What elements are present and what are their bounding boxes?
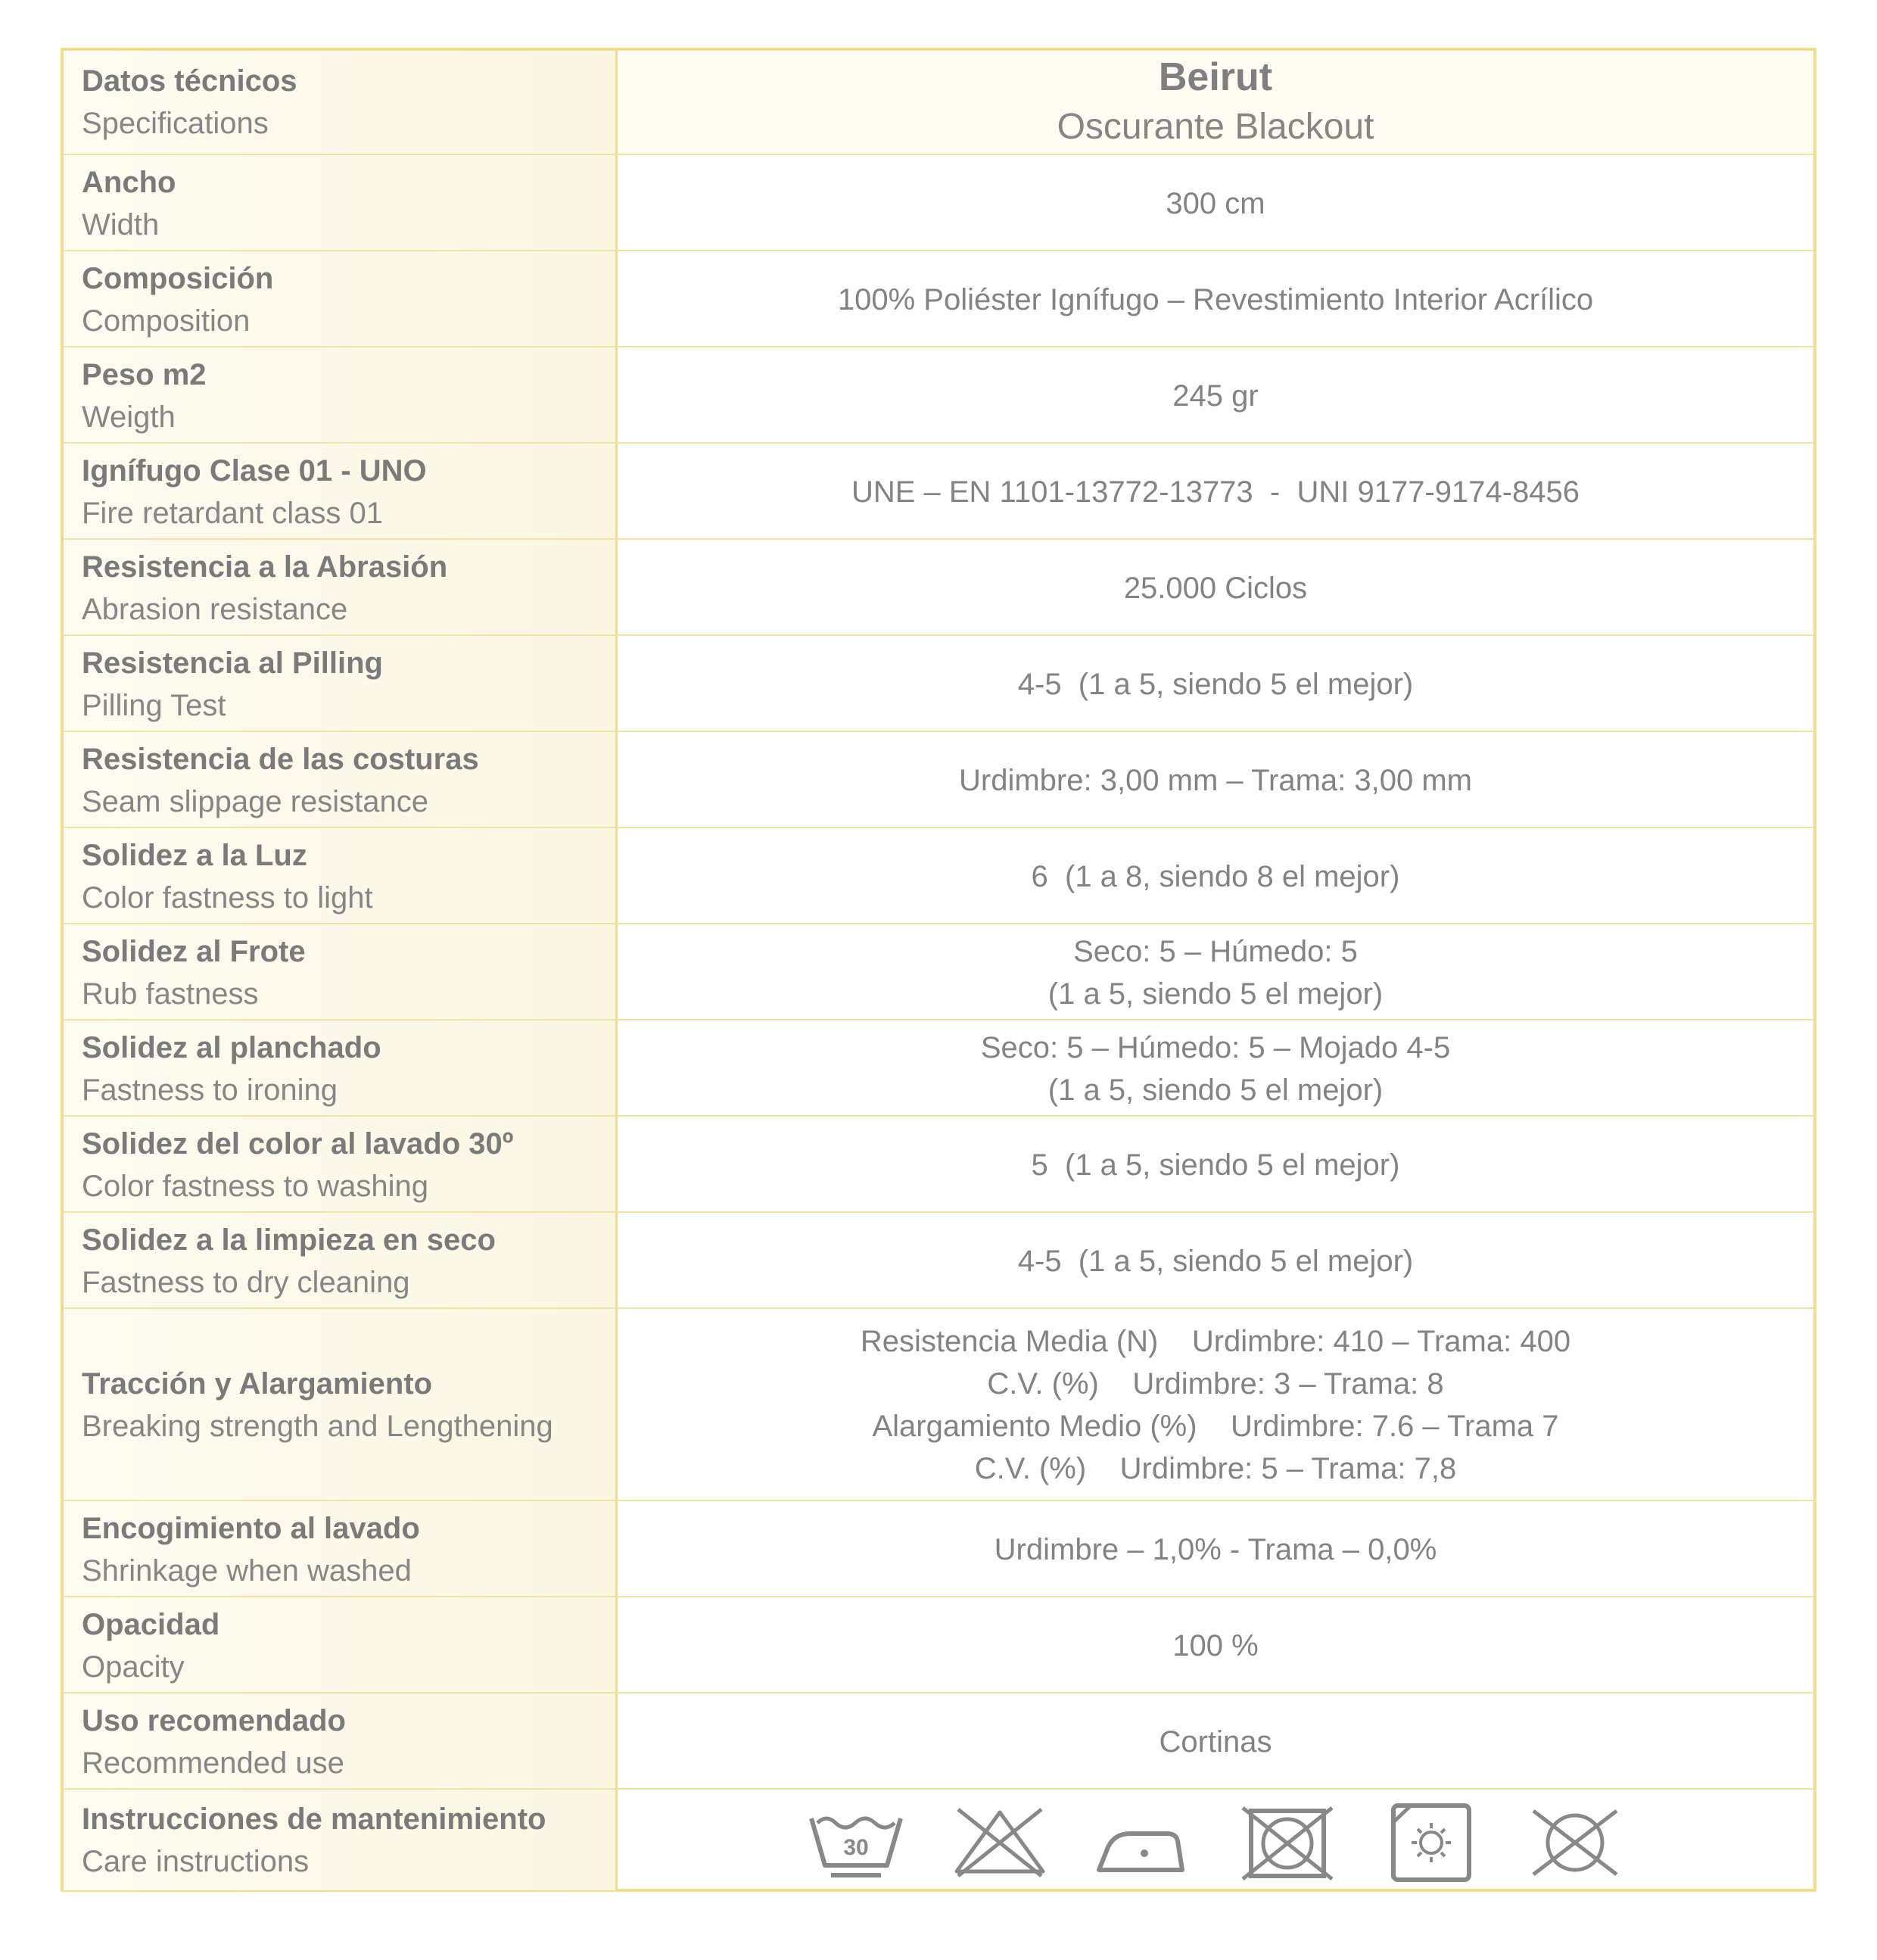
row-value: 245 gr	[1172, 379, 1259, 413]
table-row	[64, 1692, 1813, 1790]
row-label-es: Solidez al Frote	[82, 934, 306, 968]
row-value: Seco: 5 – Húmedo: 5 – Mojado 4-5	[980, 1030, 1451, 1064]
row-label-en: Fastness to dry cleaning	[82, 1265, 410, 1299]
row-label-es: Uso recomendado	[82, 1703, 346, 1737]
table-row	[64, 1019, 1813, 1117]
row-value: 25.000 Ciclos	[1123, 571, 1308, 605]
row-label-es: Ancho	[82, 165, 176, 199]
row-label-es: Resistencia a la Abrasión	[82, 550, 448, 584]
wash-30-icon	[807, 1805, 905, 1881]
iron-low-icon	[1094, 1805, 1193, 1881]
table-row	[64, 346, 1813, 444]
row-value-line-2: C.V. (%) Urdimbre: 3 – Trama: 8	[987, 1367, 1444, 1401]
row-label-es: Resistencia al Pilling	[82, 646, 383, 680]
row-value: 4-5 (1 a 5, siendo 5 el mejor)	[1017, 1244, 1414, 1278]
row-value: Urdimbre – 1,0% - Trama – 0,0%	[994, 1532, 1437, 1566]
row-label-es: Opacidad	[82, 1607, 220, 1641]
row-value: Urdimbre: 3,00 mm – Trama: 3,00 mm	[959, 763, 1472, 797]
row-label-es: Peso m2	[82, 357, 207, 391]
row-label-es: Ignífugo Clase 01 - UNO	[82, 453, 427, 488]
row-label-en: Rub fastness	[82, 977, 259, 1011]
row-label-es: Solidez al planchado	[82, 1030, 381, 1064]
row-label-es: Composición	[82, 261, 274, 295]
table-row	[64, 731, 1813, 828]
row-value: UNE – EN 1101-13772-13773 - UNI 9177-9174-8456	[851, 475, 1580, 509]
table-row	[64, 154, 1813, 251]
row-value: Seco: 5 – Húmedo: 5	[1073, 934, 1358, 968]
table-row	[64, 634, 1813, 732]
row-value-line-2: (1 a 5, siendo 5 el mejor)	[1047, 1073, 1384, 1107]
row-label-en: Seam slippage resistance	[82, 784, 429, 818]
row-value: 5 (1 a 5, siendo 5 el mejor)	[1031, 1148, 1400, 1182]
row-label-en: Weigth	[82, 400, 176, 434]
row-value: 6 (1 a 8, siendo 8 el mejor)	[1031, 859, 1400, 893]
care-label-en: Care instructions	[82, 1844, 310, 1878]
product-name: Beirut	[1158, 55, 1273, 99]
row-label-en: Color fastness to light	[82, 880, 373, 915]
row-label-en: Composition	[82, 304, 251, 338]
table-row	[64, 1211, 1813, 1309]
product-type: Oscurante Blackout	[1057, 107, 1374, 147]
row-label-en: Abrasion resistance	[82, 592, 348, 626]
row-value: Cortinas	[1159, 1725, 1272, 1759]
row-label-en: Recommended use	[82, 1746, 344, 1780]
care-label-es: Instrucciones de mantenimiento	[82, 1802, 546, 1836]
table-row	[64, 250, 1813, 347]
row-value: 100 %	[1172, 1628, 1259, 1662]
table-row	[64, 1500, 1813, 1597]
row-value-line-4: C.V. (%) Urdimbre: 5 – Trama: 7,8	[974, 1452, 1457, 1485]
row-label-en: Breaking strength and Lengthening	[82, 1410, 553, 1443]
care-icons	[618, 1790, 1813, 1890]
table-row	[64, 923, 1813, 1021]
no-bleach-icon	[951, 1805, 1049, 1881]
row-label-es: Solidez del color al lavado 30º	[82, 1126, 514, 1161]
no-dry-clean-icon	[1526, 1805, 1624, 1881]
header-label-es: Datos técnicos	[82, 64, 297, 98]
shade-dry-icon	[1382, 1801, 1480, 1884]
header-label	[64, 51, 618, 154]
row-value-line-3: Alargamiento Medio (%) Urdimbre: 7.6 – Trama 7	[872, 1410, 1559, 1443]
table-row	[64, 1115, 1813, 1213]
row-label-es: Resistencia de las costuras	[82, 742, 479, 776]
care-row	[64, 1788, 1813, 1890]
table-header	[64, 51, 1813, 154]
row-value-line-2: (1 a 5, siendo 5 el mejor)	[1047, 977, 1384, 1011]
table-row	[64, 1307, 1813, 1501]
row-label-en: Width	[82, 207, 160, 241]
header-label-en: Specifications	[82, 107, 269, 140]
row-label-en: Opacity	[82, 1650, 185, 1684]
row-label-en: Fastness to ironing	[82, 1073, 338, 1107]
row-label-en: Shrinkage when washed	[82, 1553, 412, 1588]
row-value: 100% Poliéster Ignífugo – Revestimiento Interior Acrílico	[837, 282, 1594, 316]
row-label-es: Encogimiento al lavado	[82, 1511, 420, 1545]
row-value: Resistencia Media (N) Urdimbre: 410 – Trama: 400	[860, 1325, 1571, 1358]
row-label-es: Tracción y Alargamiento	[82, 1367, 433, 1401]
specifications-table	[61, 48, 1816, 1892]
wash-temp-label: 30	[843, 1834, 869, 1860]
product-title	[618, 51, 1813, 154]
row-label-en: Fire retardant class 01	[82, 496, 383, 530]
no-tumble-dry-icon	[1238, 1805, 1337, 1881]
row-label-es: Solidez a la Luz	[82, 838, 307, 872]
row-label-es: Solidez a la limpieza en seco	[82, 1223, 496, 1257]
row-label-en: Color fastness to washing	[82, 1169, 429, 1203]
table-row	[64, 442, 1813, 540]
row-label-en: Pilling Test	[82, 688, 226, 722]
table-row	[64, 538, 1813, 636]
table-row	[64, 1596, 1813, 1694]
row-value: 300 cm	[1166, 186, 1265, 220]
row-value: 4-5 (1 a 5, siendo 5 el mejor)	[1017, 667, 1414, 701]
table-row	[64, 827, 1813, 924]
